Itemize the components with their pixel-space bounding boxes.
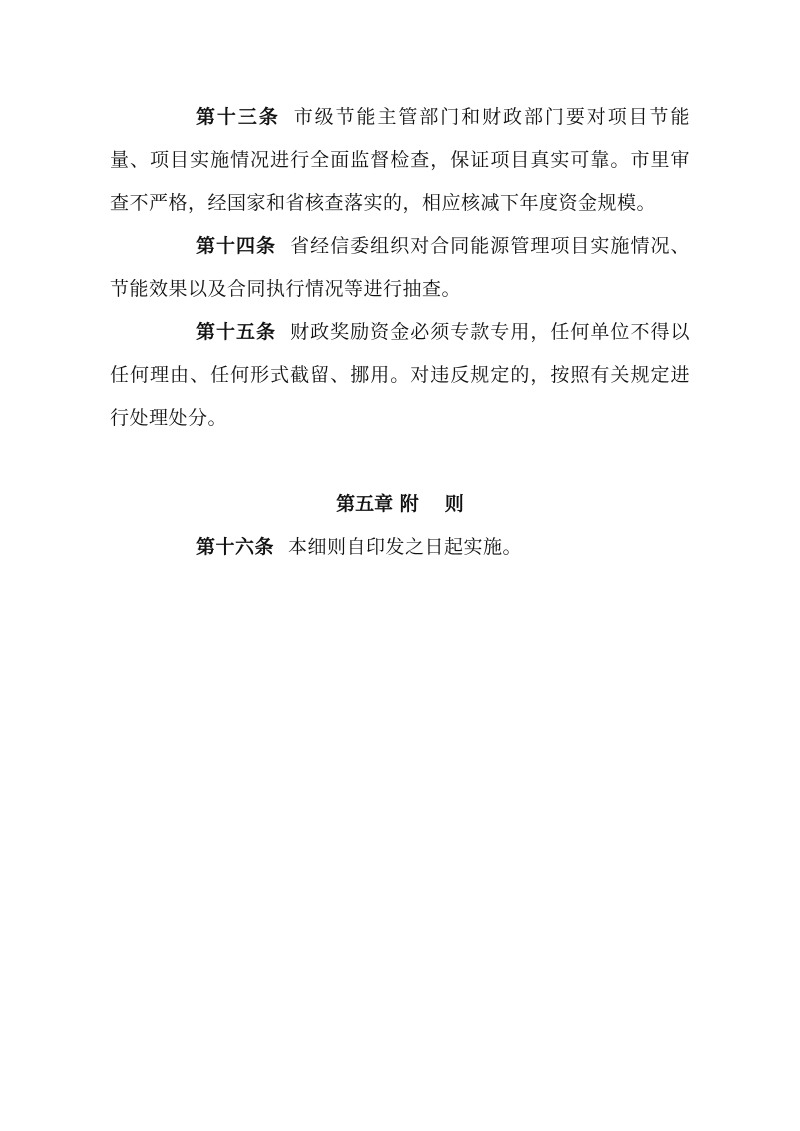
article-number: 第十五条 (196, 321, 277, 343)
article-text: 财政奖励资金必须专款专用，任何单位不得以任何理由、任何形式截留、挪用。对违反规定的，按照有关规定进行处理处分。 (110, 321, 690, 429)
chapter-title-part2: 则 (444, 493, 464, 515)
article-16 (110, 526, 690, 569)
chapter-heading (110, 483, 690, 526)
article-number: 第十四条 (196, 235, 277, 257)
article-text: 市级节能主管部门和财政部门要对项目节能量、项目实施情况进行全面监督检查，保证项目真实可靠。市里审查不严格，经国家和省核查落实的，相应核减下年度资金规模。 (110, 106, 690, 214)
article-number: 第十三条 (196, 106, 280, 128)
article-number: 第十六条 (196, 536, 275, 558)
article-13 (110, 96, 690, 225)
article-text: 省经信委组织对合同能源管理项目实施情况、节能效果以及合同执行情况等进行抽查。 (110, 235, 690, 300)
article-text: 本细则自印发之日起实施。 (288, 536, 523, 558)
article-14 (110, 225, 690, 311)
document-body (110, 96, 690, 569)
chapter-title-part1: 第五章 附 (336, 493, 419, 515)
article-15 (110, 311, 690, 440)
